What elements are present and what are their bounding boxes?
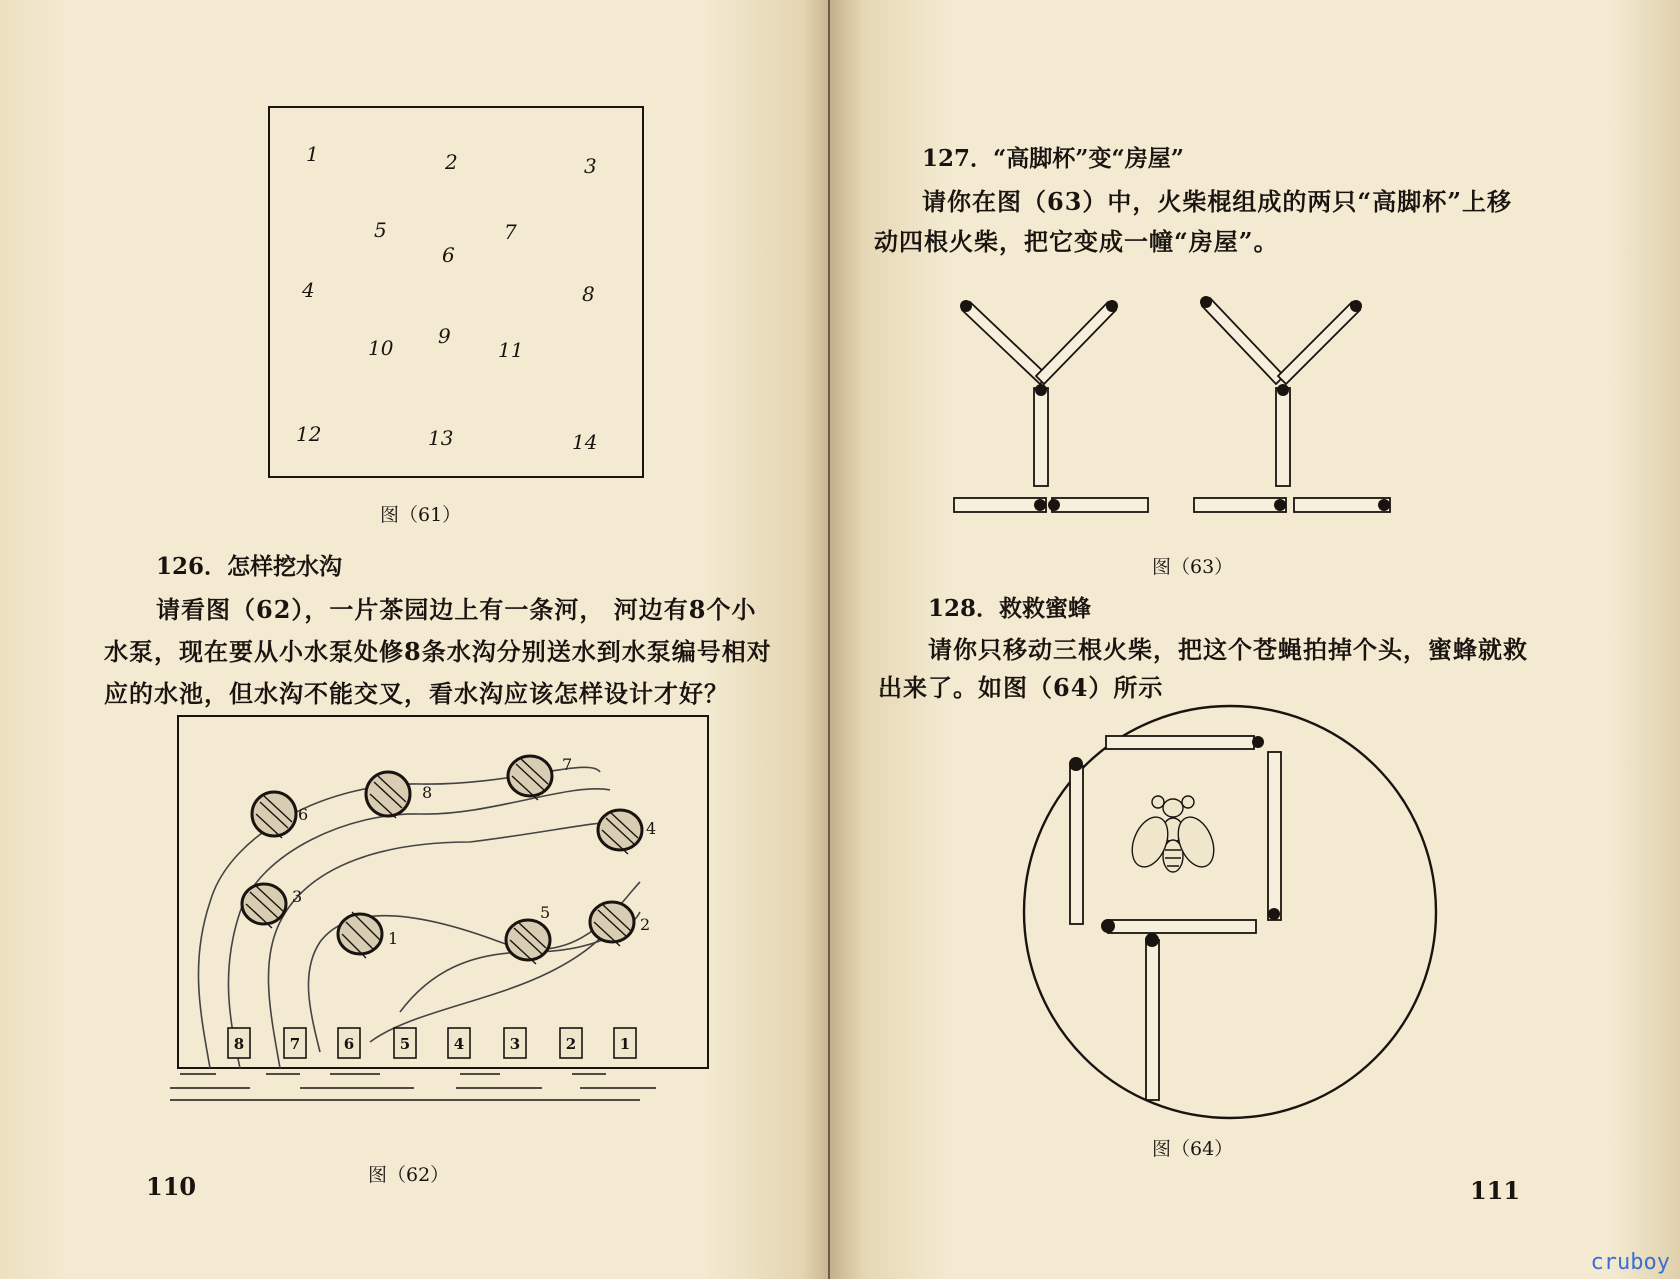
fig61-number: 3 <box>584 154 597 178</box>
figure-64-caption: 图（64） <box>1152 1138 1234 1160</box>
fig61-number: 10 <box>368 336 394 360</box>
figure-62 <box>170 712 720 1152</box>
section-127-line: 动四根火柴，把它变成一幢“房屋”。 <box>874 227 1279 256</box>
pool-label: 7 <box>562 755 573 774</box>
pools <box>242 756 642 960</box>
pump-label: 8 <box>233 1035 245 1053</box>
pool-label: 6 <box>298 805 309 824</box>
section-128-line: 请你只移动三根火柴，把这个苍蝇拍掉个头，蜜蜂就救 <box>928 635 1528 664</box>
pump-label: 3 <box>509 1035 521 1053</box>
section-126-line: 请看图（62），一片茶园边上有一条河， 河边有8个小 <box>156 595 757 624</box>
pump-label: 2 <box>565 1035 577 1053</box>
pump-label: 1 <box>619 1035 631 1053</box>
pump-label: 7 <box>289 1035 301 1053</box>
fig61-number: 14 <box>572 430 598 454</box>
fig61-number: 5 <box>374 218 387 242</box>
fig61-number: 4 <box>302 278 315 302</box>
fig61-number: 8 <box>582 282 595 306</box>
page-number-left: 110 <box>146 1172 197 1201</box>
fig61-number: 1 <box>306 142 319 166</box>
fig61-number: 11 <box>498 338 524 362</box>
right-page <box>830 0 1680 1279</box>
pool-label: 8 <box>422 783 433 802</box>
section-126-line: 水泵，现在要从小水泵处修8条水沟分别送水到水泵编号相对 <box>104 637 772 666</box>
left-page <box>0 0 828 1279</box>
fig61-number: 13 <box>428 426 454 450</box>
section-126-line: 应的水池，但水沟不能交叉，看水沟应该怎样设计才好？ <box>104 679 729 708</box>
section-127-title: 127．“高脚杯”变“房屋” <box>922 145 1184 172</box>
fig61-number: 7 <box>504 220 517 244</box>
pool-label: 3 <box>292 887 303 906</box>
fig61-number: 6 <box>442 243 455 267</box>
fig61-number: 12 <box>296 422 322 446</box>
section-126-title: 126．怎样挖水沟 <box>156 553 343 580</box>
figure-64 <box>1000 704 1470 1124</box>
pool-label: 2 <box>640 915 651 934</box>
figure-62-caption: 图（62） <box>368 1164 450 1186</box>
figure-61-caption: 图（61） <box>380 504 462 526</box>
river-lines <box>170 1074 656 1100</box>
figure-63-caption: 图（63） <box>1152 556 1234 578</box>
pool-label: 5 <box>540 903 551 922</box>
pool-label: 4 <box>646 819 657 838</box>
section-128-title: 128．救救蜜蜂 <box>928 595 1092 622</box>
pump-label: 5 <box>399 1035 411 1053</box>
figure-63 <box>950 288 1420 520</box>
pump-label: 4 <box>453 1035 465 1053</box>
bee-icon <box>1125 796 1220 872</box>
fig61-number: 9 <box>438 324 451 348</box>
section-128-line: 出来了。如图（64）所示 <box>878 673 1164 702</box>
pump-label: 6 <box>343 1035 355 1053</box>
fig61-number: 2 <box>445 150 458 174</box>
watermark: cruboy <box>1590 1250 1670 1275</box>
pool-label: 1 <box>388 929 399 948</box>
page-number-right: 111 <box>1470 1176 1521 1205</box>
section-127-line: 请你在图（63）中，火柴棍组成的两只“高脚杯”上移 <box>922 187 1513 216</box>
